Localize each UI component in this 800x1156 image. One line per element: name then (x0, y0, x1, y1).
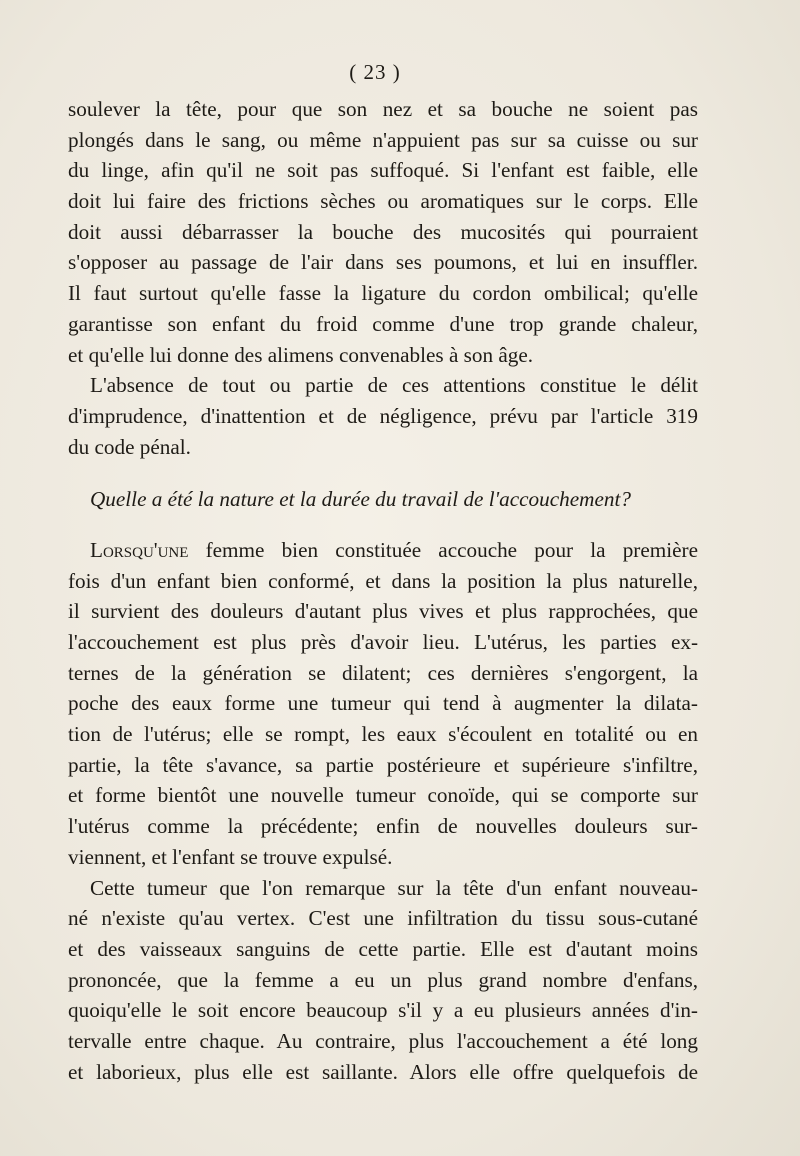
text-line: tion de l'utérus; elle se rompt, les eaux s'écoulent en totalité ou en (68, 722, 698, 747)
text-line: plongés dans le sang, ou même n'appuient pas sur sa cuisse ou sur (68, 127, 698, 152)
text-line (68, 535, 698, 566)
text-line: doit lui faire des frictions sèches ou aromatiques sur le corps. Elle (68, 189, 698, 214)
paragraph-4 (68, 873, 698, 1088)
text-line: et qu'elle lui donne des alimens convenables à son âge. (68, 342, 534, 367)
text-line-rest: femme bien constituée accouche pour la première (188, 537, 698, 562)
text-line: s'opposer au passage de l'air dans ses poumons, et lui en insuffler. (68, 250, 698, 275)
text-line: soulever la tête, pour que son nez et sa bouche ne soient pas (68, 97, 698, 121)
text-line: du linge, afin qu'il ne soit pas suffoqué. Si l'enfant est faible, elle (68, 158, 698, 183)
text-line: Cette tumeur que l'on remarque sur la tête d'un enfant nouveau- (90, 875, 698, 900)
text-line: prononcée, que la femme a eu un plus grand nombre d'enfans, (68, 967, 698, 992)
text-line: garantisse son enfant du froid comme d'une trop grande chaleur, (68, 311, 698, 336)
text-line: l'utérus comme la précédente; enfin de nouvelles douleurs sur- (68, 814, 698, 839)
paragraph-1 (68, 94, 698, 370)
text-line: doit aussi débarrasser la bouche des mucosités qui pourraient (68, 219, 698, 244)
paragraph-2 (68, 370, 698, 462)
page-number: ( 23 ) (349, 60, 401, 84)
text-line: viennent, et l'enfant se trouve expulsé. (68, 844, 393, 869)
drop-word: Lorsqu'une (90, 537, 189, 562)
text-line: partie, la tête s'avance, sa partie postérieure et supérieure s'infiltre, (68, 752, 698, 777)
text-line: poche des eaux forme une tumeur qui tend à augmenter la dilata- (68, 691, 698, 716)
text-line: L'absence de tout ou partie de ces attentions constitue le délit (90, 373, 698, 398)
text-line: tervalle entre chaque. Au contraire, plus l'accouchement a été long (68, 1028, 698, 1053)
text-line: et forme bientôt une nouvelle tumeur conoïde, qui se comporte sur (68, 783, 698, 808)
paragraph-3 (68, 535, 698, 873)
text-line: l'accouchement est plus près d'avoir lieu. L'utérus, les parties ex- (68, 630, 698, 654)
text-line: né n'existe qu'au vertex. C'est une infiltration du tissu sous-cutané (68, 906, 698, 931)
text-line: d'imprudence, d'inattention et de négligence, prévu par l'article 319 (68, 403, 698, 428)
text-line: il survient des douleurs d'autant plus vives et plus rapprochées, que (68, 599, 698, 624)
text-line: du code pénal. (68, 434, 191, 459)
section-question: Quelle a été la nature et la durée du travail de l'accouchement? (90, 487, 631, 512)
body-text (68, 94, 698, 1087)
text-line: et laborieux, plus elle est saillante. Alors elle offre quelquefois de (68, 1059, 698, 1084)
text-line: fois d'un enfant bien conformé, et dans la position la plus naturelle, (68, 568, 698, 593)
text-line: et des vaisseaux sanguins de cette partie. Elle est d'autant moins (68, 936, 698, 961)
text-line: Il faut surtout qu'elle fasse la ligature du cordon ombilical; qu'elle (68, 281, 698, 306)
text-line: ternes de la génération se dilatent; ces dernières s'engorgent, la (68, 660, 698, 685)
text-line: quoiqu'elle le soit encore beaucoup s'il y a eu plusieurs années d'in- (68, 998, 698, 1023)
